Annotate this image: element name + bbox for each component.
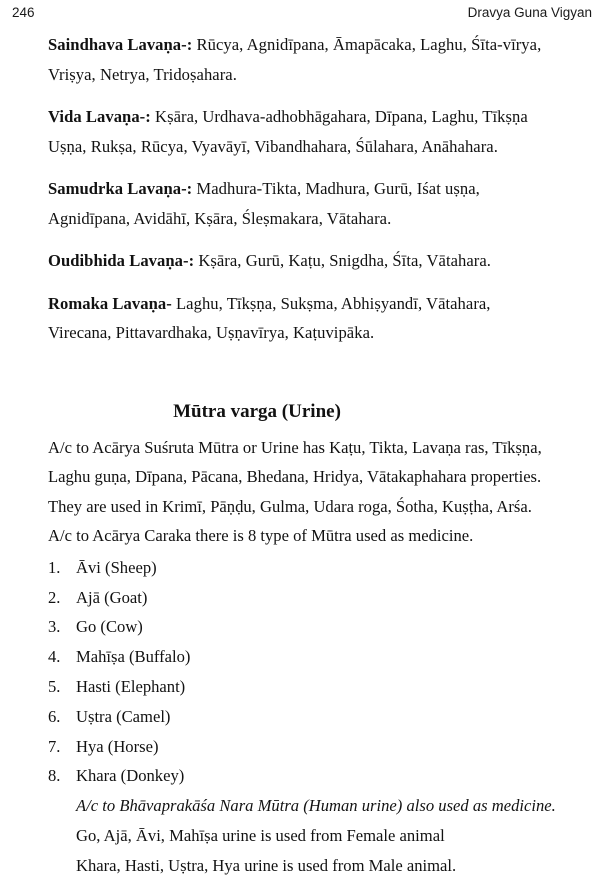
- salt-entry-romaka: [48, 289, 556, 348]
- book-title: Dravya Guna Vigyan: [467, 5, 592, 20]
- list-item: [48, 642, 556, 672]
- list-item-number: 3.: [48, 617, 61, 637]
- intro-line: A/c to Acārya Suśruta Mūtra or Urine has Kaṭu, Tikta, Lavaṇa ras, Tīkṣṇa,: [48, 437, 542, 457]
- list-item: [48, 612, 556, 642]
- intro-line: Laghu guṇa, Dīpana, Pācana, Bhedana, Hridya, Vātakaphahara properties.: [48, 467, 542, 487]
- list-item-label: Go (Cow): [76, 617, 143, 637]
- salt-entry-samudrka: [48, 174, 556, 233]
- salt-entry-vida: [48, 102, 556, 161]
- running-head: [0, 0, 600, 26]
- list-item: [48, 732, 556, 762]
- salt-term: Saindhava Lavaṇa-:: [48, 35, 193, 54]
- list-item-number: 2.: [48, 587, 61, 607]
- list-item-label: Uṣtra (Camel): [76, 706, 171, 726]
- salt-properties: Madhura-Tikta, Madhura, Gurū, Iśat uṣṇa, Agnidīpana, Avidāhī, Kṣāra, Śleṣmakara, Vātahara.: [48, 179, 480, 228]
- list-item-number: 7.: [48, 736, 61, 756]
- salt-term: Vida Lavaṇa-:: [48, 107, 151, 126]
- salt-term: Romaka Lavaṇa-: [48, 293, 172, 313]
- list-item-label: Āvi (Sheep): [76, 557, 157, 577]
- list-item: [48, 583, 556, 613]
- list-item-label: Hasti (Elephant): [76, 677, 186, 697]
- list-item: [48, 761, 556, 791]
- page-body: [48, 30, 556, 881]
- list-item-number: 6.: [48, 706, 61, 726]
- salt-properties: Kṣāra, Gurū, Kaṭu, Snigdha, Śīta, Vātahara.: [194, 251, 491, 270]
- list-item-number: 5.: [48, 677, 61, 697]
- list-item-number: 4.: [48, 647, 61, 667]
- list-item-label: Khara (Donkey): [76, 766, 185, 786]
- section-heading-mutra-varga: Mūtra varga (Urine): [173, 400, 341, 422]
- intro-line: A/c to Acārya Caraka there is 8 type of Mūtra used as medicine.: [48, 526, 474, 546]
- list-item-label: Ajā (Goat): [76, 587, 148, 607]
- note-line-bhavaprakasa: A/c to Bhāvaprakāśa Nara Mūtra (Human urine) also used as medicine.: [76, 796, 556, 816]
- mutra-type-list: [48, 553, 556, 791]
- salt-term: Samudrka Lavaṇa-:: [48, 179, 193, 198]
- list-item: [48, 553, 556, 583]
- list-item-number: 8.: [48, 766, 61, 786]
- note-line-female-animals: Go, Ajā, Āvi, Mahīṣa urine is used from Female animal: [76, 826, 445, 846]
- note-line-male-animals: Khara, Hasti, Uṣtra, Hya urine is used from Male animal.: [76, 855, 457, 875]
- salt-properties: Rūcya, Agnidīpana, Āmapācaka, Laghu, Śīta-vīrya, Vriṣya, Netrya, Tridoṣahara.: [48, 35, 542, 84]
- salt-properties: Laghu, Tīkṣṇa, Sukṣma, Abhiṣyandī, Vātahara, Virecana, Pittavardhaka, Uṣṇavīrya, Kaṭuvipāka.: [48, 293, 491, 342]
- section-spacer: [48, 361, 556, 397]
- salt-entry-oudibhida: [48, 246, 556, 276]
- mutra-notes: [48, 791, 556, 880]
- salt-term: Oudibhida Lavaṇa-:: [48, 251, 195, 270]
- intro-line: They are used in Krimī, Pāṇḍu, Gulma, Udara roga, Śotha, Kuṣṭha, Arśa.: [48, 496, 532, 516]
- list-item: [48, 702, 556, 732]
- list-item-number: 1.: [48, 557, 61, 577]
- salt-entry-saindhava: [48, 30, 556, 89]
- list-item: [48, 672, 556, 702]
- list-item-label: Mahīṣa (Buffalo): [76, 647, 191, 667]
- salt-properties: Kṣāra, Urdhava-adhobhāgahara, Dīpana, Laghu, Tīkṣṇa Uṣṇa, Rukṣa, Rūcya, Vyavāyī, Vibandhahara, Śūlahara, Anāhahara.: [48, 107, 528, 156]
- page-number: 246: [12, 5, 35, 20]
- list-item-label: Hya (Horse): [76, 736, 159, 756]
